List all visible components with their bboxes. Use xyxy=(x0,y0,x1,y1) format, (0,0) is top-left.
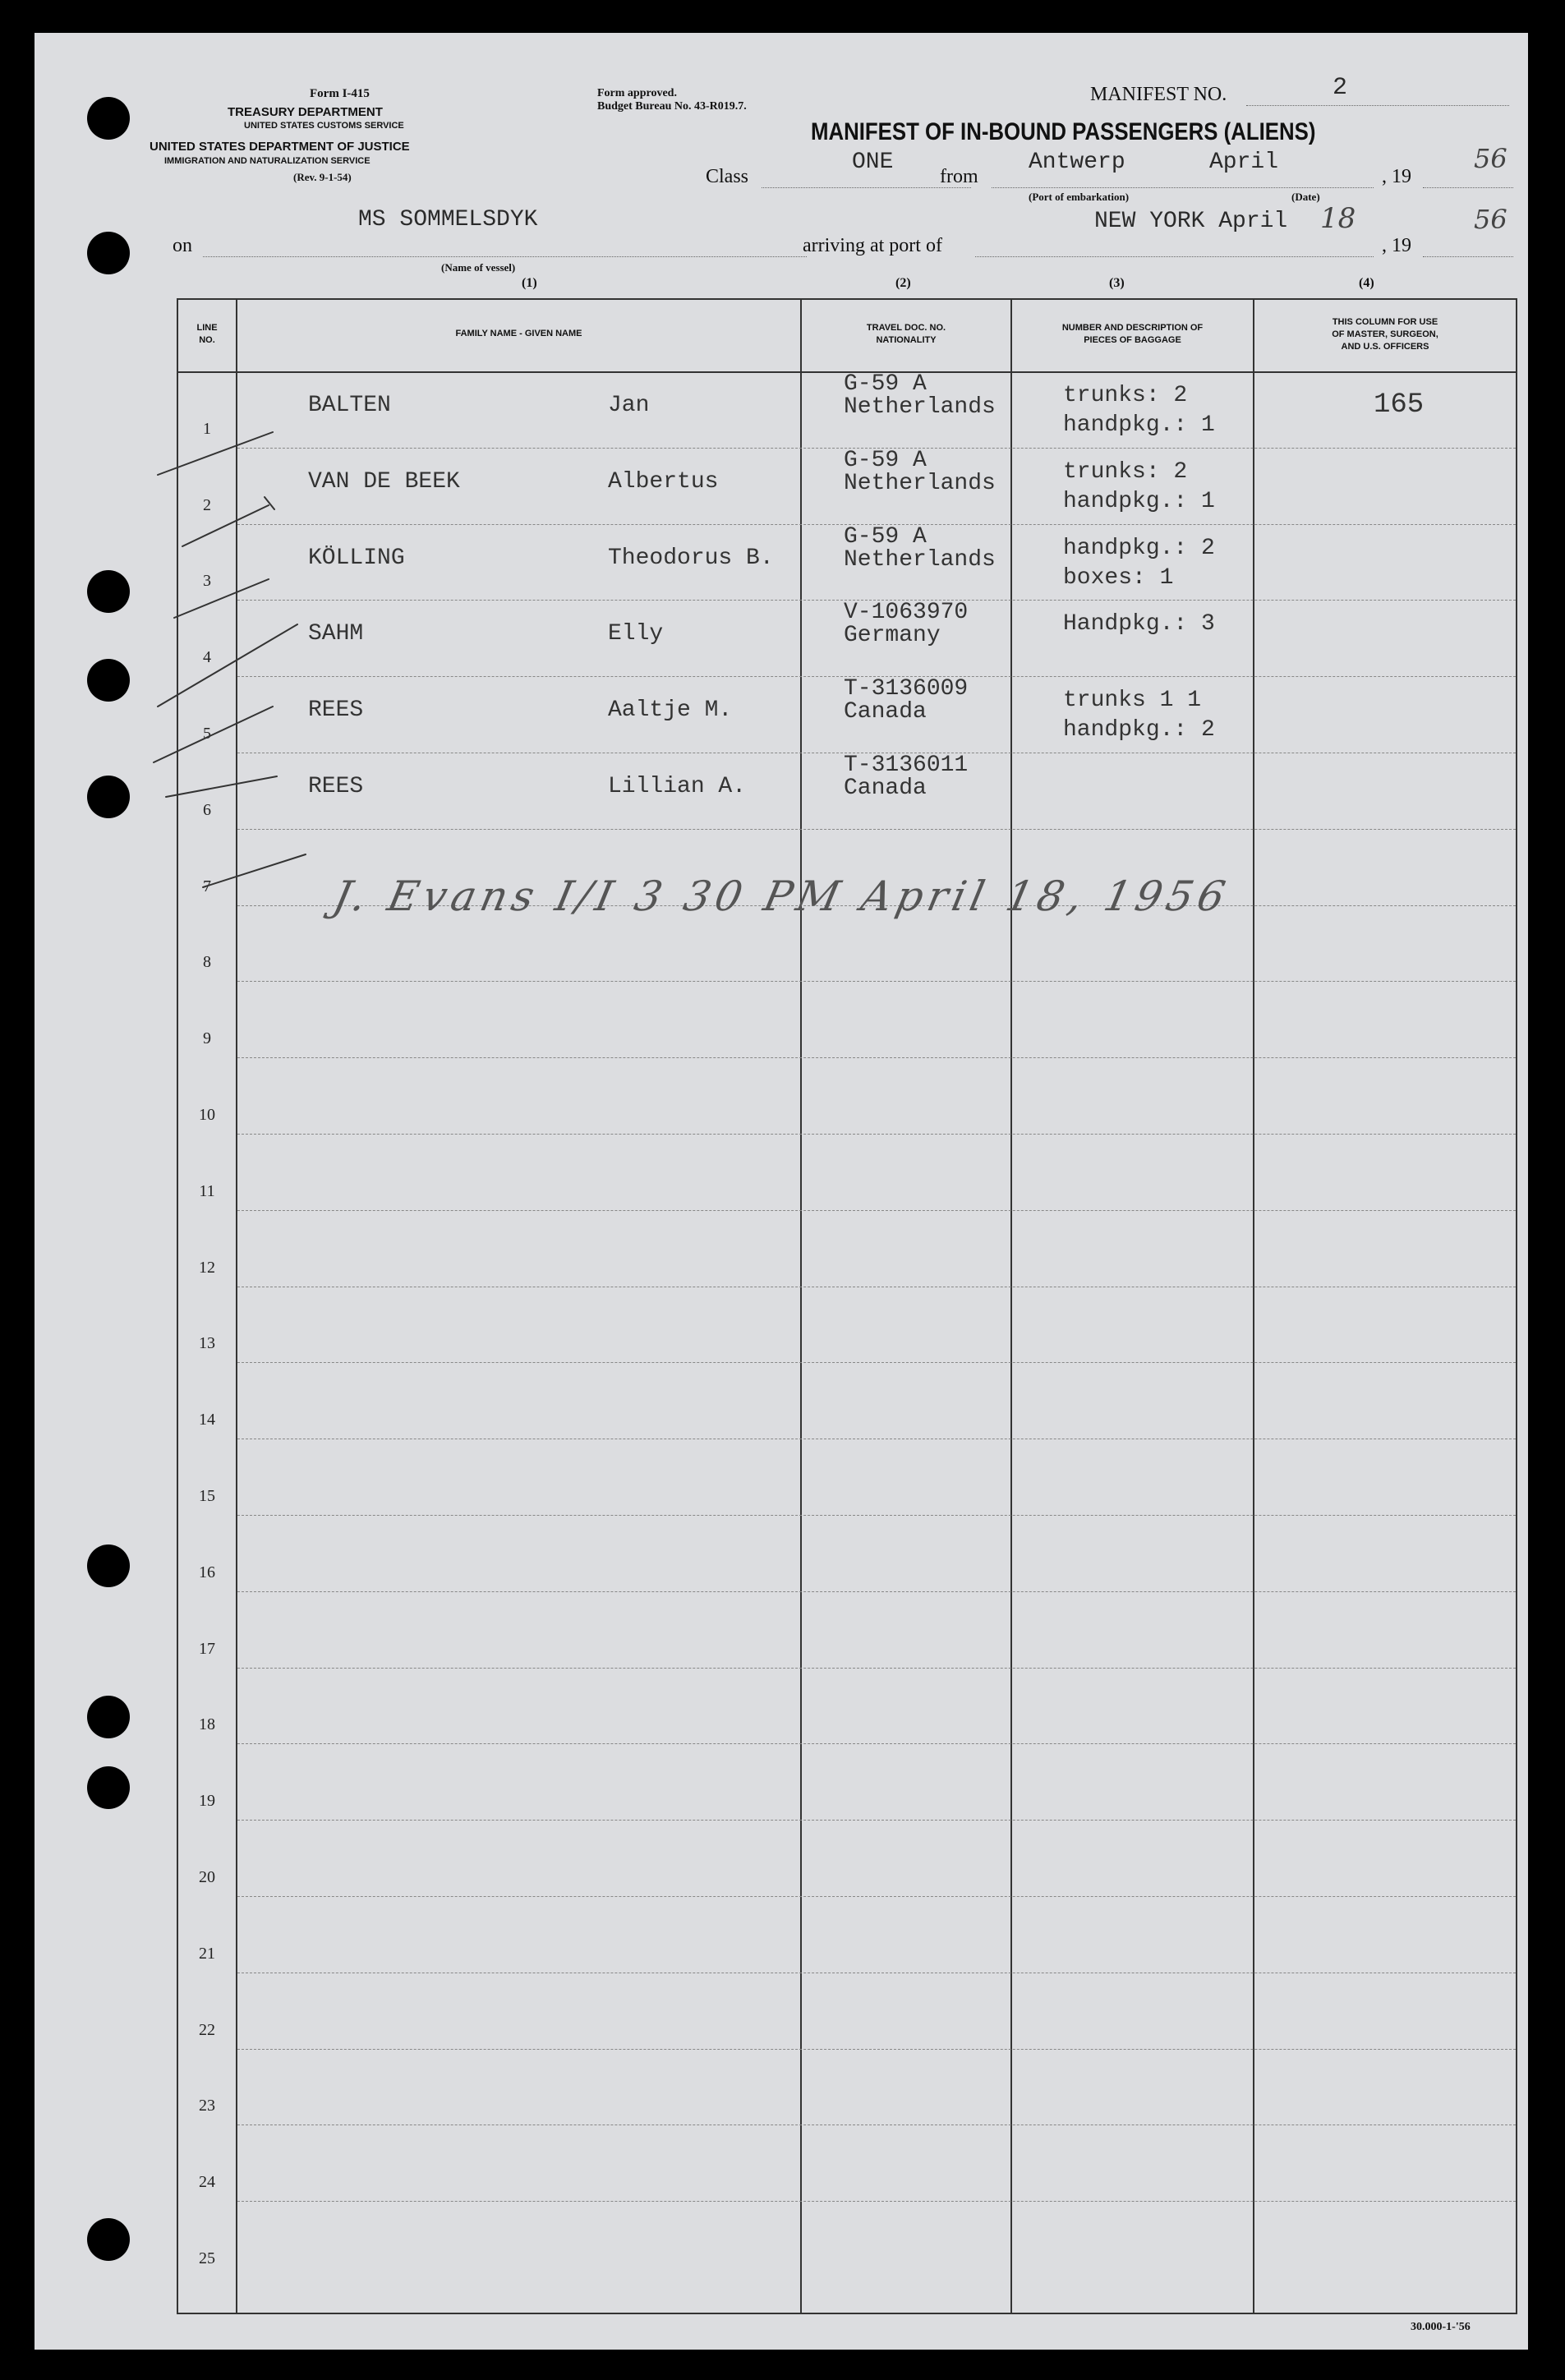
arrival-day: 18 xyxy=(1320,202,1356,235)
given-name: Lillian A. xyxy=(608,774,747,799)
check-mark xyxy=(158,432,273,475)
line-number: 9 xyxy=(203,1029,211,1048)
travel-document-number: G-59 A xyxy=(844,447,927,473)
nationality: Canada xyxy=(844,776,927,801)
arriving-label: arriving at port of xyxy=(803,235,942,256)
baggage-line-1: trunks: 2 xyxy=(1063,383,1188,408)
from-label: from xyxy=(940,166,978,187)
check-mark xyxy=(158,624,297,707)
given-name: Elly xyxy=(608,621,664,647)
line-number: 20 xyxy=(199,1868,215,1886)
line-number: 5 xyxy=(203,725,211,743)
nationality: Germany xyxy=(844,623,941,649)
line-number: 7 xyxy=(203,877,211,895)
given-name: Aaltje M. xyxy=(608,697,733,724)
ins-service: IMMIGRATION AND NATURALIZATION SERVICE xyxy=(164,156,371,166)
family-name: SAHM xyxy=(308,621,364,647)
vessel-name: MS SOMMELSDYK xyxy=(358,207,538,232)
line-number: 16 xyxy=(199,1563,215,1581)
line-number: 21 xyxy=(199,1944,215,1963)
footer-code: 30.000-1-'56 xyxy=(1411,2321,1471,2333)
treasury-department: TREASURY DEPARTMENT xyxy=(228,105,383,119)
line-number: 24 xyxy=(199,2173,215,2192)
baggage-line-1: trunks 1 1 xyxy=(1063,688,1202,714)
line-number: 15 xyxy=(199,1487,215,1505)
travel-document-number: T-3136011 xyxy=(844,753,969,778)
check-mark xyxy=(166,776,277,797)
col-num-1: (1) xyxy=(522,276,537,290)
baggage-line-2: handpkg.: 2 xyxy=(1063,717,1215,743)
family-name: REES xyxy=(308,697,364,724)
check-mark xyxy=(154,707,273,762)
manifest-number-label: MANIFEST NO. xyxy=(1090,84,1227,105)
embarkation-month: April xyxy=(1209,150,1279,175)
embarkation-year: 56 xyxy=(1474,143,1507,174)
line-number: 25 xyxy=(199,2249,215,2267)
given-name: Albertus xyxy=(608,468,719,495)
nationality: Canada xyxy=(844,699,927,725)
line-number: 1 xyxy=(203,419,211,438)
line-number: 14 xyxy=(199,1411,215,1429)
check-mark xyxy=(203,854,306,887)
manifest-number-value: 2 xyxy=(1333,74,1348,102)
line-number: 23 xyxy=(199,2097,215,2115)
travel-document-number: G-59 A xyxy=(844,371,927,397)
col-num-3: (3) xyxy=(1109,276,1125,290)
baggage-line-1: Handpkg.: 3 xyxy=(1063,611,1215,638)
family-name: VAN DE BEEK xyxy=(308,468,460,495)
check-marks xyxy=(35,33,1528,2350)
given-name: Jan xyxy=(608,393,650,418)
line-number: 12 xyxy=(199,1258,215,1277)
class-label: Class xyxy=(706,166,749,187)
year-prefix: , 19 xyxy=(1382,166,1411,187)
baggage-line-2: handpkg.: 1 xyxy=(1063,488,1215,514)
nationality: Netherlands xyxy=(844,470,996,496)
line-number: 3 xyxy=(203,572,211,591)
arrival-year: 56 xyxy=(1474,204,1507,235)
line-number: 4 xyxy=(203,648,211,667)
line-number: 13 xyxy=(199,1334,215,1353)
on-label: on xyxy=(173,235,192,256)
header-travel: TRAVEL DOC. NO. NATIONALITY xyxy=(866,323,946,345)
customs-service: UNITED STATES CUSTOMS SERVICE xyxy=(244,121,404,131)
baggage-line-1: handpkg.: 2 xyxy=(1063,535,1215,561)
arrival-port: NEW YORK April xyxy=(1094,209,1288,234)
header-officers: THIS COLUMN FOR USE OF MASTER, SURGEON, AND U.S. OFFICERS xyxy=(1332,317,1438,352)
line-number: 17 xyxy=(199,1639,215,1658)
family-name: BALTEN xyxy=(308,393,391,418)
form-approved: Form approved. xyxy=(597,87,677,99)
baggage-line-2: boxes: 1 xyxy=(1063,564,1174,591)
check-mark xyxy=(174,579,269,618)
nationality: Netherlands xyxy=(844,546,996,573)
line-number: 2 xyxy=(203,495,211,514)
port-of-embarkation: Antwerp xyxy=(1029,150,1125,175)
form-number: Form I-415 xyxy=(310,87,370,100)
inspector-signature: J. Evans I/I 3 30 PM April 18, 1956 xyxy=(329,872,1235,920)
justice-department: UNITED STATES DEPARTMENT OF JUSTICE xyxy=(150,140,410,154)
travel-document-number: T-3136009 xyxy=(844,676,969,702)
officer-note: 165 xyxy=(1374,389,1425,421)
given-name: Theodorus B. xyxy=(608,545,774,571)
nationality: Netherlands xyxy=(844,394,996,420)
family-name: REES xyxy=(308,774,364,799)
manifest-title: MANIFEST OF IN-BOUND PASSENGERS (ALIENS) xyxy=(811,118,1316,145)
line-number: 8 xyxy=(203,953,211,972)
line-number: 11 xyxy=(199,1181,215,1200)
line-number: 6 xyxy=(203,800,211,819)
check-mark xyxy=(182,497,274,546)
col-num-2: (2) xyxy=(895,276,911,290)
revision: (Rev. 9-1-54) xyxy=(293,171,352,183)
baggage-line-2: handpkg.: 1 xyxy=(1063,412,1215,438)
year-prefix-2: , 19 xyxy=(1382,235,1411,256)
line-number: 10 xyxy=(199,1106,215,1124)
header-baggage: NUMBER AND DESCRIPTION OF PIECES OF BAGGAGE xyxy=(1061,323,1204,345)
col-num-4: (4) xyxy=(1359,276,1374,290)
header-name: FAMILY NAME - GIVEN NAME xyxy=(455,329,582,338)
travel-document-number: V-1063970 xyxy=(844,600,969,626)
port-caption: (Port of embarkation) xyxy=(1029,191,1130,203)
date-caption: (Date) xyxy=(1291,191,1320,203)
line-number: 18 xyxy=(199,1715,215,1734)
class-value: ONE xyxy=(852,150,894,175)
budget-bureau: Budget Bureau No. 43-R019.7. xyxy=(597,100,747,113)
manifest-page xyxy=(35,33,1528,2350)
vessel-caption: (Name of vessel) xyxy=(441,261,516,274)
line-number: 22 xyxy=(199,2020,215,2039)
family-name: KÖLLING xyxy=(308,545,405,571)
travel-document-number: G-59 A xyxy=(844,523,927,550)
header-line-no: LINE NO. xyxy=(196,323,218,345)
baggage-line-1: trunks: 2 xyxy=(1063,458,1188,485)
line-number: 19 xyxy=(199,1792,215,1811)
